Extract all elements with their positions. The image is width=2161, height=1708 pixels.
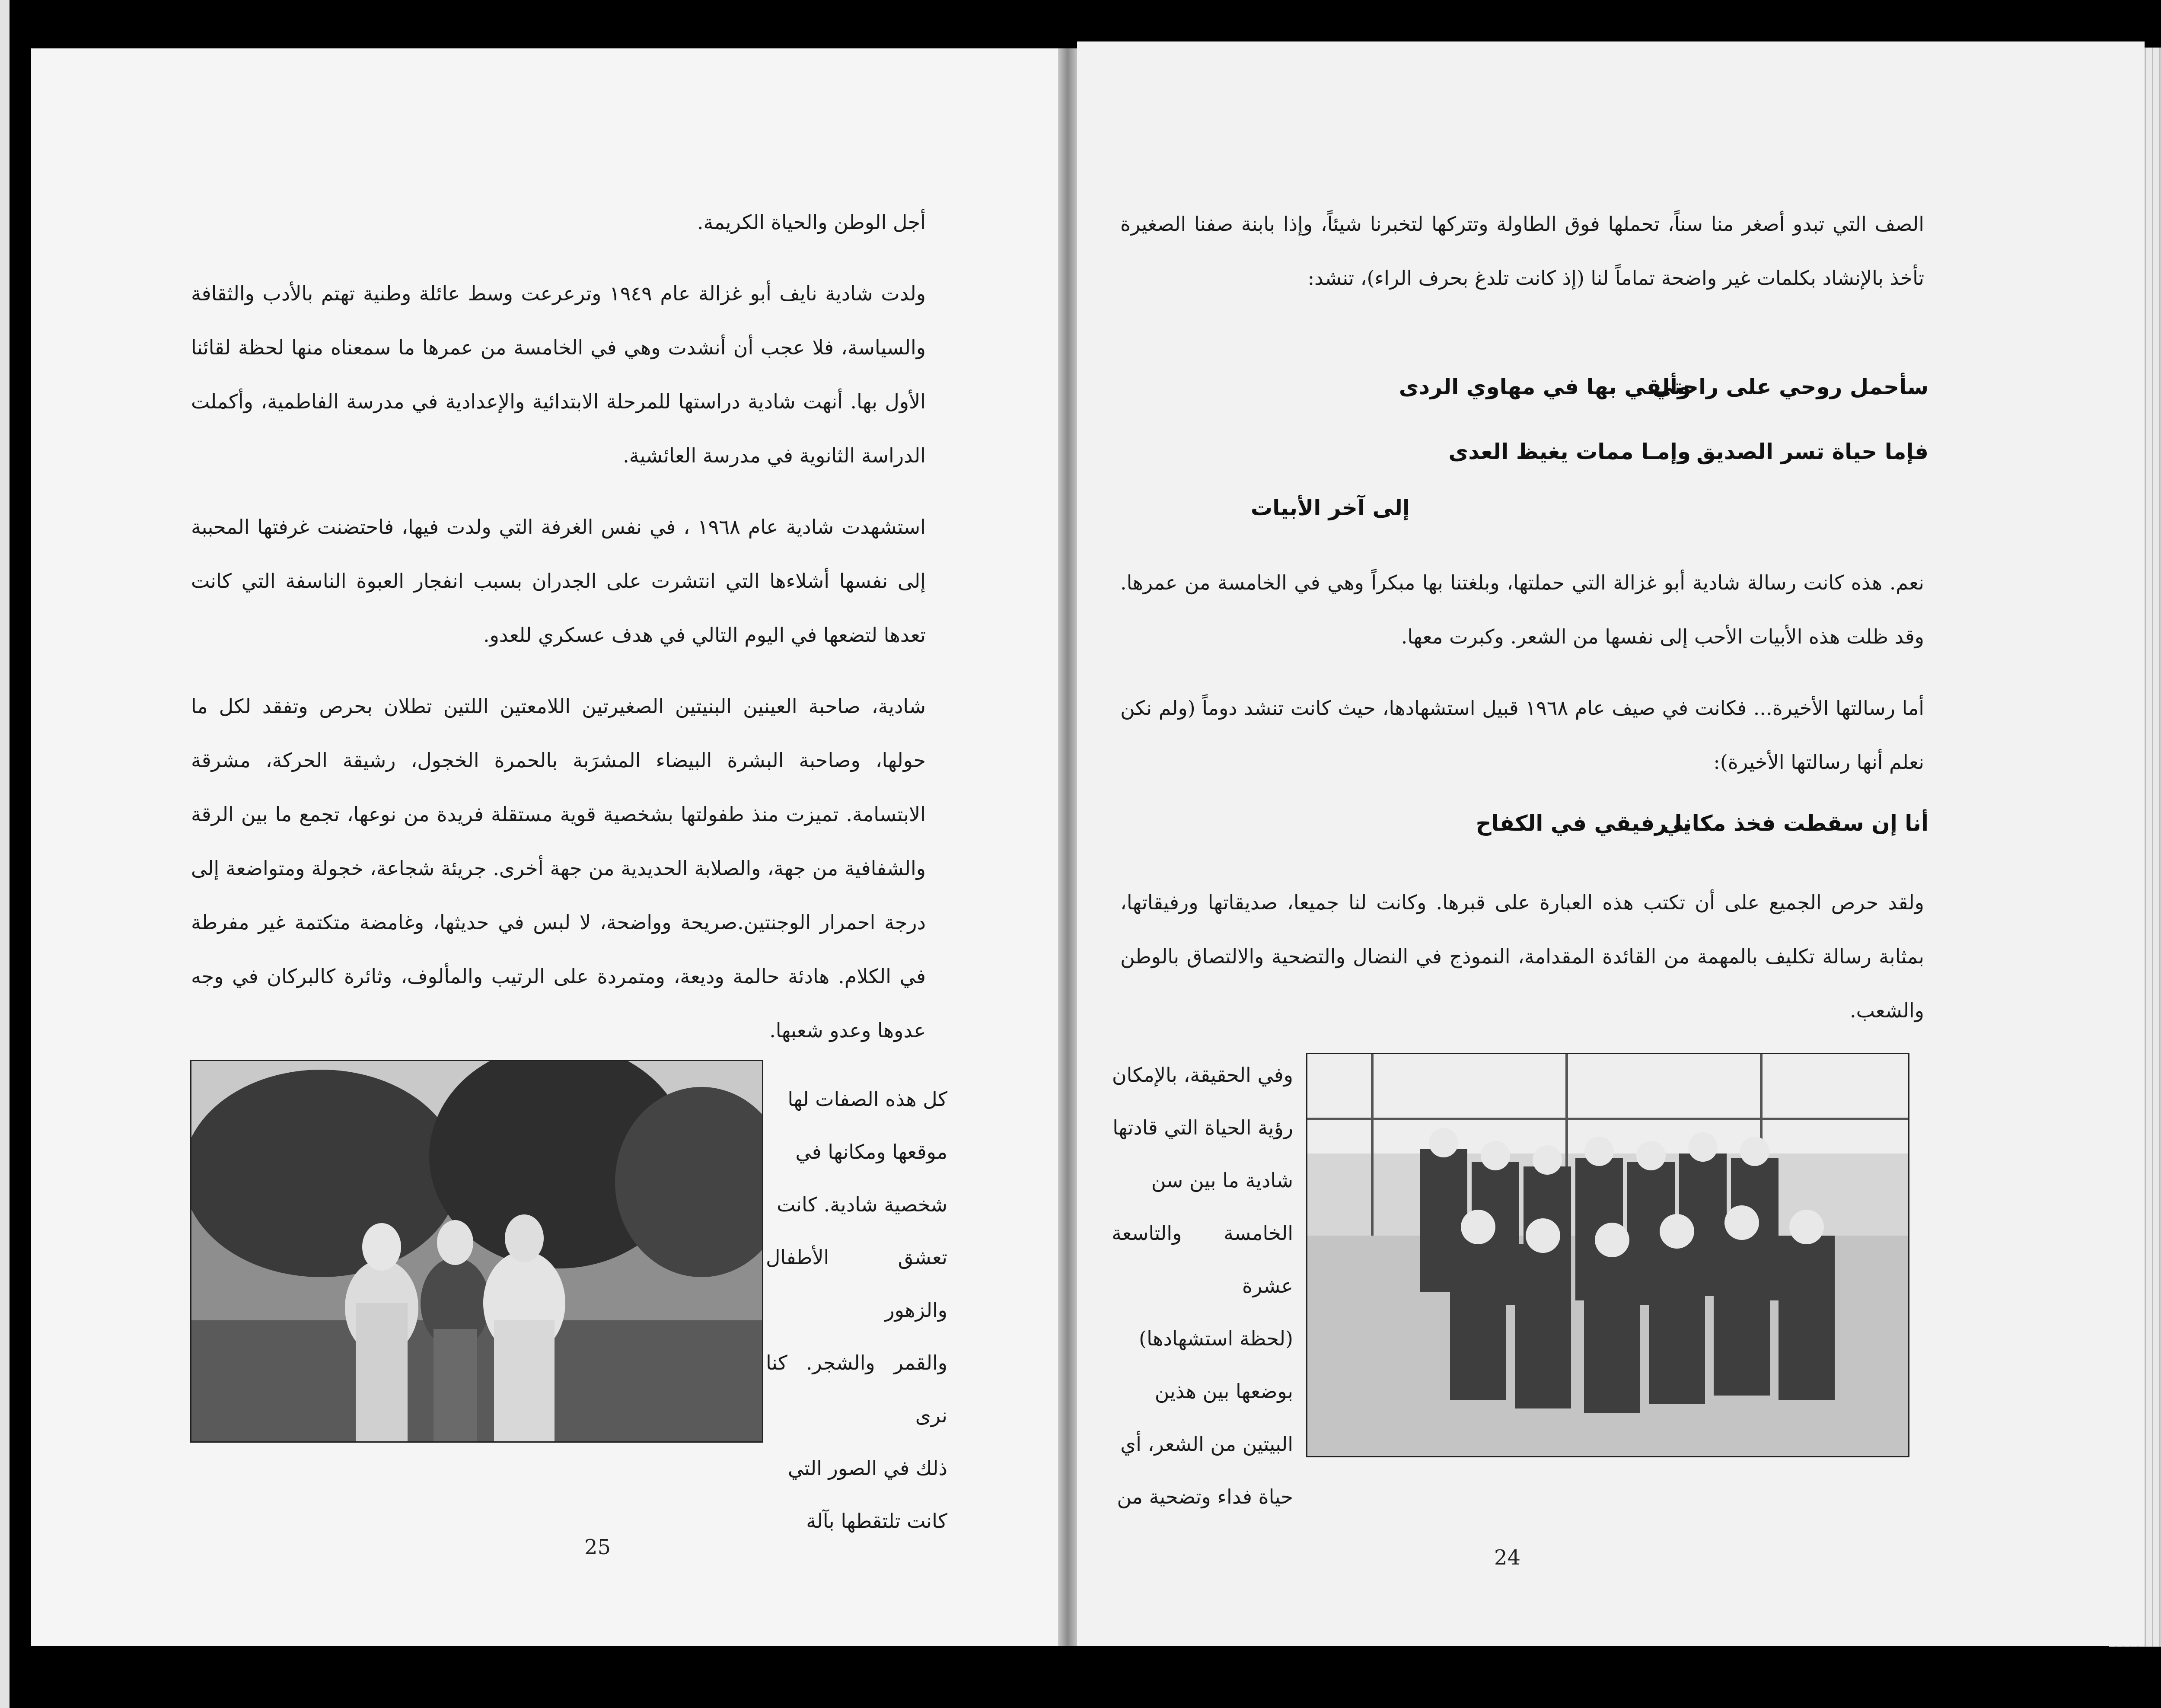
photo-three-women (190, 1060, 763, 1443)
verse-1-tail: إلى آخر الأبيات (1250, 495, 1410, 520)
paragraph: ولدت شادية نايف أبو غزالة عام ١٩٤٩ وترعرعت وسط عائلة وطنية تهتم بالأدب والثقافة والسياسة، فلا عجب أن أنشدت وهي في الخامسة من عمرها ما سمعناه منها لحظة لقائنا الأول بها. أنهت شادية دراستها للمرحلة الابتدائية والإعدادية في مدرسة الفاطمية، وأكملت الدراسة الثانوية في مدرسة العائشية. (191, 282, 926, 467)
caption-line: بوضعها بين هذين (1154, 1380, 1293, 1403)
right-page-end (1120, 876, 1924, 1055)
photo-schoolgirls-group (1306, 1053, 1909, 1457)
caption-line: وفي الحقيقة، بالإمكان (1112, 1063, 1293, 1087)
right-page (1077, 41, 2145, 1646)
paragraph: الصف التي تبدو أصغر منا سناً، تحملها فوق الطاولة وتتركها لتخبرنا شيئاً، وإذا بابنة صفنا الصغيرة تأخذ بالإنشاد بكلمات غير واضحة تماماً لنا (إذ كانت تلدغ بحرف الراء)، تنشد: (1120, 212, 1924, 290)
caption-line: تعشق الأطفال والزهور (766, 1246, 947, 1322)
paragraph: نعم. هذه كانت رسالة شادية أبو غزالة التي حملتها، وبلغتنا بها مبكراً وهي في الخامسة من عمرها. وقد ظلت هذه الأبيات الأحب إلى نفسها من الشعر. وكبرت معها. (1120, 571, 1924, 648)
paragraph: شادية، صاحبة العينين البنيتين الصغيرتين اللامعتين اللتين تطلان بحرص وتفقد لكل ما حولها، وصاحبة البشرة البيضاء المشرَبة بالحمرة الخجول، رشيقة الحركة، مشرقة الابتسامة. تميزت منذ طفولتها بشخصية قوية مستقلة فريدة من نوعها، تجمع ما بين الرقة والشفافية من جهة، والصلابة الحديدية من جهة أخرى. جريئة شجاعة، خجولة ومتواضعة إلى درجة احمرار الوجنتين.صريحة وواضحة، لا لبس في حديثها، وغامضة متكتمة غير مفرطة في الكلام. هادئة حالمة وديعة، ومتمردة على الرتيب والمألوف، وثائرة كالبركان في وجه عدوها وعدو شعبها. (191, 695, 926, 1042)
caption-line: (لحظة استشهادها) (1139, 1327, 1293, 1350)
caption-line: شخصية شادية. كانت (777, 1193, 947, 1216)
left-photo-caption (766, 1073, 947, 1547)
caption-line: البيتين من الشعر، أي (1120, 1432, 1293, 1456)
verse-2-right: أنا إن سقطت فخذ مكاني (1662, 811, 1928, 836)
left-page (31, 48, 1058, 1646)
page-number: 25 (584, 1535, 611, 1559)
verse-1-line-1-right: سأحمل روحي على راحتي (1652, 374, 1928, 399)
caption-line: رؤية الحياة التي قادتها (1112, 1116, 1293, 1139)
paragraph: ولقد حرص الجميع على أن تكتب هذه العبارة على قبرها. وكانت لنا جميعا، صديقاتها ورفيقاتها، بمثابة رسالة تكليف بالمهمة من القائدة المقدامة، النموذج في النضال والتضحية والالتصاق بالوطن والشعب. (1120, 891, 1924, 1022)
verse-1-line-1-left: وألقي بها في مهاوي الردى (1399, 374, 1691, 399)
paragraph: استشهدت شادية عام ١٩٦٨ ، في نفس الغرفة التي ولدت فيها، فاحتضنت غرفتها المحببة إلى نفسها أشلاءها التي انتشرت على الجدران بسبب انفجار العبوة الناسفة التي كانت تعدها لتضعها في اليوم التالي في هدف عسكري للعدو. (191, 515, 926, 647)
page-number: 24 (1494, 1545, 1521, 1570)
caption-line: موقعها ومكانها في (795, 1140, 947, 1163)
verse-2-left: يا رفيقي في الكفاح (1476, 811, 1691, 836)
caption-line: شادية ما بين سن (1151, 1169, 1293, 1192)
caption-line: ذلك في الصور التي (787, 1456, 947, 1480)
caption-line: كل هذه الصفات لها (787, 1087, 947, 1111)
caption-line: الخامسة والتاسعة عشرة (1112, 1221, 1293, 1297)
right-page-intro (1120, 197, 1924, 322)
verse-1-line-2-left: وإمـا ممات يغيظ العدى (1448, 439, 1691, 464)
left-page-body (191, 195, 926, 1075)
paragraph: أما رسالتها الأخيرة... فكانت في صيف عام ١٩٦٨ قبيل استشهادها، حيث كانت تنشد دوماً (ولم نكن نعلم أنها رسالتها الأخيرة): (1120, 696, 1925, 774)
book-gutter (1058, 48, 1077, 1646)
paragraph: أجل الوطن والحياة الكريمة. (697, 210, 926, 234)
right-photo-caption (1112, 1048, 1293, 1523)
caption-line: والقمر والشجر. كنا نرى (766, 1351, 947, 1427)
right-page-middle (1120, 556, 1924, 806)
scanner-margin-left (0, 0, 10, 1708)
caption-line: حياة فداء وتضحية من (1117, 1485, 1293, 1508)
caption-line: كانت تلتقطها بآلة (806, 1509, 947, 1533)
verse-1-line-2-right: فإما حياة تسر الصديق (1696, 439, 1928, 464)
